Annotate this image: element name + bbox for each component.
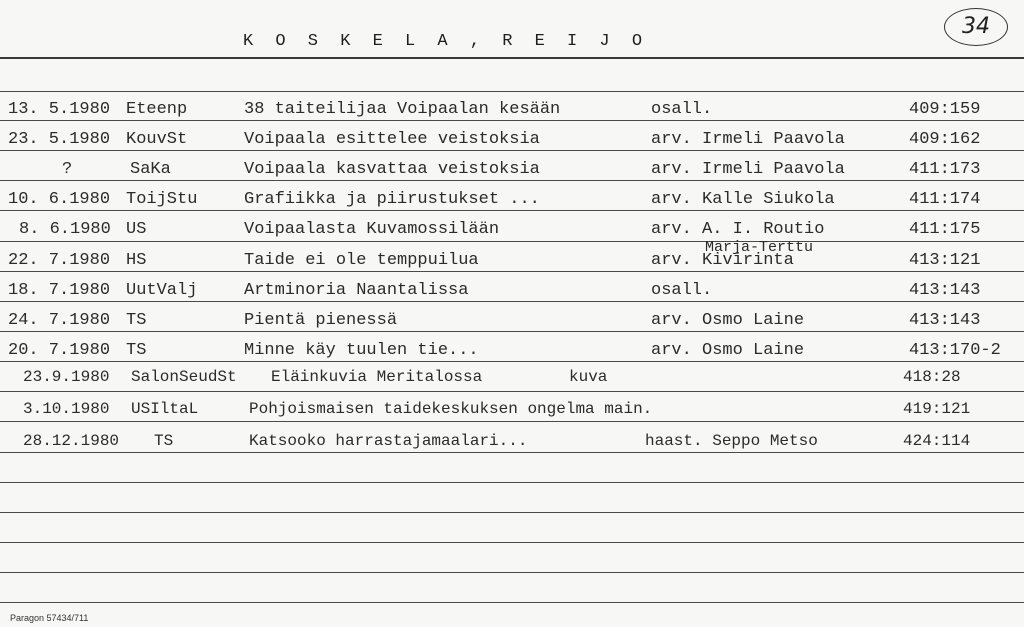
entry-author: arv. Kivirinta (651, 251, 794, 270)
entry-author: kuva (569, 368, 608, 386)
entry-source: USIltaL (131, 400, 199, 418)
entry-author: arv. Osmo Laine (651, 341, 805, 360)
entry-title: Minne käy tuulen tie... (244, 341, 479, 360)
rule-line (0, 91, 1024, 92)
entry-source: US (126, 220, 147, 239)
entry-ref: 413:121 (909, 251, 981, 270)
entry-title: Taide ei ole temppuilua (244, 251, 479, 270)
entry-author: osall. (651, 281, 713, 300)
entry-title: Voipaala esittelee veistoksia (244, 130, 540, 149)
entry-title: Voipaala kasvattaa veistoksia (244, 160, 540, 179)
rule-line (0, 421, 1024, 422)
rule-line (0, 241, 1024, 242)
entry-ref: 409:159 (909, 100, 981, 119)
page-number-circled: 34 (944, 8, 1008, 46)
entry-source: SalonSeudSt (131, 368, 237, 386)
entry-date: 23. 5.1980 (8, 130, 111, 149)
entry-title: 38 taiteilijaa Voipaalan kesään (244, 100, 561, 119)
rule-line (0, 150, 1024, 151)
rule-line (0, 572, 1024, 573)
entry-date: 8. 6.1980 (19, 220, 111, 239)
card-footer-print: Paragon 57434/711 (10, 613, 89, 623)
rule-line (0, 452, 1024, 453)
entry-date: 3.10.1980 (23, 400, 110, 418)
entry-date: ? (62, 160, 73, 179)
entry-author-note: Marja-Terttu (705, 239, 814, 256)
entry-title: Pientä pienessä (244, 311, 398, 330)
entry-title: Katsooko harrastajamaalari... (249, 432, 528, 450)
rule-line (0, 180, 1024, 181)
rule-line (0, 542, 1024, 543)
rule-line (0, 602, 1024, 603)
entry-source: Eteenp (126, 100, 188, 119)
entry-author: haast. Seppo Metso (645, 432, 818, 450)
entry-title: Eläinkuvia Meritalossa (271, 368, 483, 386)
entry-date: 13. 5.1980 (8, 100, 111, 119)
rule-line (0, 361, 1024, 362)
card-title: K O S K E L A , R E I J O (243, 32, 649, 51)
rule-line (0, 57, 1024, 59)
entry-author: osall. (651, 100, 713, 119)
entry-ref: 413:170-2 (909, 341, 1001, 360)
entry-author: arv. Kalle Siukola (651, 190, 835, 209)
entry-ref: 419:121 (903, 400, 971, 418)
entry-author: arv. A. I. Routio (651, 220, 825, 239)
entry-title: Pohjoismaisen taidekeskuksen ongelma main. (249, 400, 653, 418)
entry-author: arv. Irmeli Paavola (651, 160, 845, 179)
entry-date: 10. 6.1980 (8, 190, 111, 209)
entry-date: 22. 7.1980 (8, 251, 111, 270)
rule-line (0, 512, 1024, 513)
rule-line (0, 271, 1024, 272)
entry-ref: 411:173 (909, 160, 981, 179)
entry-source: TS (154, 432, 174, 450)
entry-source: KouvSt (126, 130, 188, 149)
entry-date: 23.9.1980 (23, 368, 110, 386)
entry-title: Artminoria Naantalissa (244, 281, 469, 300)
entry-ref: 411:174 (909, 190, 981, 209)
rule-line (0, 331, 1024, 332)
rule-line (0, 210, 1024, 211)
entry-ref: 413:143 (909, 281, 981, 300)
entry-source: TS (126, 311, 147, 330)
rule-line (0, 301, 1024, 302)
rule-line (0, 482, 1024, 483)
entry-ref: 413:143 (909, 311, 981, 330)
entry-author: arv. Osmo Laine (651, 311, 805, 330)
entry-source: UutValj (126, 281, 198, 300)
entry-date: 24. 7.1980 (8, 311, 111, 330)
entry-source: ToijStu (126, 190, 198, 209)
entry-date: 18. 7.1980 (8, 281, 111, 300)
rule-line (0, 391, 1024, 392)
entry-title: Grafiikka ja piirustukset ... (244, 190, 540, 209)
entry-ref: 409:162 (909, 130, 981, 149)
rule-line (0, 120, 1024, 121)
entry-author: arv. Irmeli Paavola (651, 130, 845, 149)
entry-date: 28.12.1980 (23, 432, 120, 450)
entry-source: HS (126, 251, 147, 270)
entry-ref: 411:175 (909, 220, 981, 239)
entry-date: 20. 7.1980 (8, 341, 111, 360)
entry-ref: 418:28 (903, 368, 961, 386)
entry-ref: 424:114 (903, 432, 971, 450)
entry-title: Voipaalasta Kuvamossilään (244, 220, 500, 239)
entry-source: SaKa (130, 160, 171, 179)
entry-source: TS (126, 341, 147, 360)
